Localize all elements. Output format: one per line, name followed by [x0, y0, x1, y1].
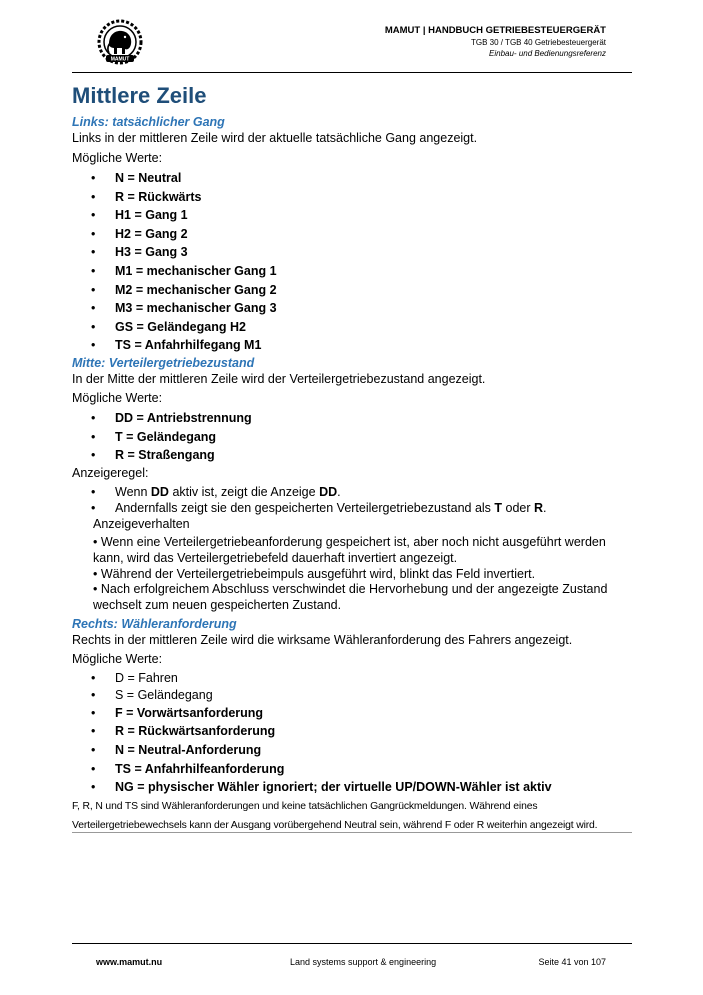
right-subheading: Rechts: Wähleranforderung	[72, 617, 237, 632]
right-plain-values-list	[72, 670, 632, 703]
left-values-list	[72, 169, 632, 355]
page-content	[72, 82, 632, 835]
footer-website: www.mamut.nu	[96, 957, 163, 967]
list-item: • S = Geländegang	[72, 687, 632, 703]
list-item: • M1 = mechanischer Gang 1	[72, 262, 632, 281]
list-item: • F = Vorwärtsanforderung	[72, 704, 632, 723]
middle-description: In der Mitte der mittleren Zeile wird der Verteilergetriebezustand angezeigt.	[72, 371, 486, 386]
list-item: • H3 = Gang 3	[72, 243, 632, 262]
list-item: • GS = Geländegang H2	[72, 318, 632, 337]
header-divider	[72, 72, 632, 73]
page-number: Seite 41 von 107	[538, 957, 606, 967]
page-header	[72, 14, 632, 72]
footer-divider	[72, 943, 632, 944]
list-item: • Wenn DD aktiv ist, zeigt die Anzeige DD.	[72, 484, 632, 500]
document-subtitle: TGB 30 / TGB 40 Getriebesteuergerät	[470, 38, 606, 47]
left-values-label: Mögliche Werte:	[72, 151, 163, 165]
list-item: • NG = physischer Wähler ignoriert; der virtuelle UP/DOWN-Wähler ist aktiv	[72, 778, 632, 797]
left-subheading: Links: tatsächlicher Gang	[72, 115, 225, 129]
svg-text:MAMUT: MAMUT	[110, 56, 130, 63]
right-description: Rechts in der mittleren Zeile wird die wirksame Wähleranforderung des Fahrers angezeigt.	[72, 633, 573, 648]
right-values-list	[72, 704, 632, 797]
list-item: • D = Fahren	[72, 670, 632, 686]
list-item: • Andernfalls zeigt sie den gespeicherten Verteilergetriebezustand als T oder R.	[72, 500, 632, 516]
middle-values-label: Mögliche Werte:	[72, 390, 163, 405]
list-item: • T = Geländegang	[72, 428, 632, 447]
list-item: • R = Rückwärtsanforderung	[72, 722, 632, 741]
document-title: MAMUT | HANDBUCH GETRIEBESTEUERGERÄT	[384, 25, 606, 36]
display-rule-label: Anzeigeregel:	[72, 465, 149, 480]
behaviour-item: • Während der Verteilergetriebeimpuls ausgeführt wird, blinkt das Feld invertiert.	[93, 566, 536, 581]
page-footer	[72, 957, 632, 971]
mamut-logo	[94, 18, 146, 68]
list-item: • R = Straßengang	[72, 446, 632, 465]
middle-subheading: Mitte: Verteilergetriebezustand	[72, 355, 255, 370]
behaviour-item: • Wenn eine Verteilergetriebeanforderung gespeichert ist, aber noch nicht ausgeführt werden kann, wird das Verteilergetriebefeld dauerhaft invertiert angezeigt.	[93, 535, 606, 565]
right-values-label: Mögliche Werte:	[72, 652, 163, 667]
list-item: • TS = Anfahrhilfegang M1	[72, 336, 632, 355]
footer-tagline: Land systems support & engineering	[290, 957, 437, 967]
list-item: • H2 = Gang 2	[72, 225, 632, 244]
list-item: • R = Rückwärts	[72, 188, 632, 207]
display-rule-list	[72, 484, 632, 517]
behaviour-item: • Nach erfolgreichem Abschluss verschwindet die Hervorhebung und der angezeigte Zustand wechselt zum neuen gespeicherten Zustand.	[93, 582, 608, 612]
note-line: Verteilergetriebewechsels kann der Ausgang vorübergehend Neutral sein, während F oder R weiterhin angezeigt wird.	[72, 819, 598, 831]
content-divider	[72, 832, 632, 833]
list-item: • N = Neutral	[72, 169, 632, 188]
list-item: • M2 = mechanischer Gang 2	[72, 281, 632, 300]
note-line: F, R, N und TS sind Wähleranforderungen und keine tatsächlichen Gangrückmeldungen. Während eines	[72, 800, 538, 812]
list-item: • H1 = Gang 1	[72, 206, 632, 225]
list-item: • TS = Anfahrhilfeanforderung	[72, 760, 632, 779]
behaviour-label: Anzeigeverhalten	[93, 517, 190, 532]
left-description: Links in der mittleren Zeile wird der aktuelle tatsächliche Gang angezeigt.	[72, 131, 478, 145]
list-item: • N = Neutral-Anforderung	[72, 741, 632, 760]
list-item: • DD = Antriebstrennung	[72, 409, 632, 428]
list-item: • M3 = mechanischer Gang 3	[72, 299, 632, 318]
middle-values-list	[72, 409, 632, 465]
section-heading: Mittlere Zeile	[72, 83, 207, 108]
document-subtitle-2: Einbau- und Bedienungsreferenz	[489, 49, 606, 58]
